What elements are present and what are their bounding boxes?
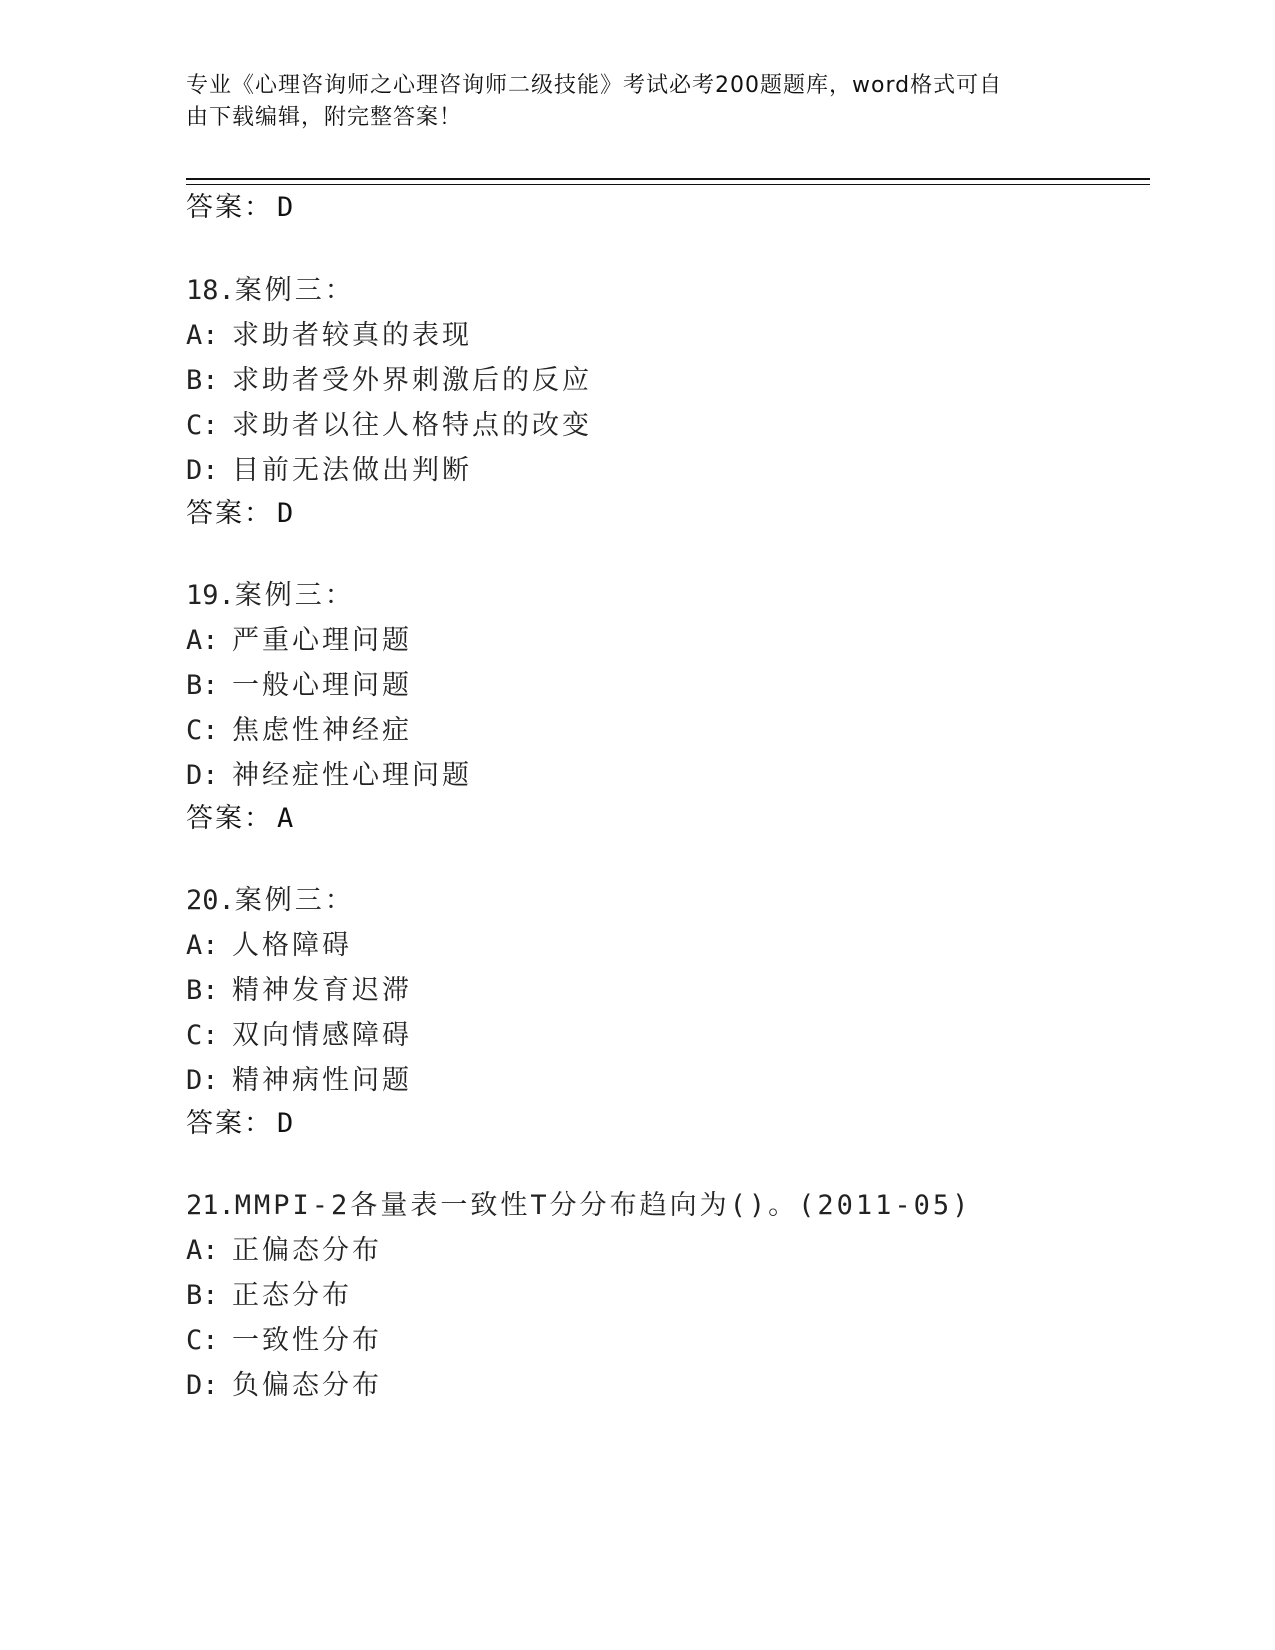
answer-value: D xyxy=(277,498,294,529)
option-text: 求助者以往人格特点的改变 xyxy=(232,410,592,441)
option-letter: C: xyxy=(186,410,219,441)
option-a xyxy=(186,1228,1146,1273)
option-text: 目前无法做出判断 xyxy=(232,455,472,486)
question-stem: 案例三： xyxy=(234,885,355,916)
option-a xyxy=(186,618,1146,663)
question-block xyxy=(186,1183,1146,1408)
option-text: 负偏态分布 xyxy=(232,1370,382,1401)
question-block xyxy=(186,878,1146,1103)
option-letter: D: xyxy=(186,1370,219,1401)
option-b xyxy=(186,968,1146,1013)
header-rule-thick xyxy=(186,178,1150,180)
answer-line xyxy=(186,1104,293,1144)
answer-value: A xyxy=(277,803,294,834)
answer-value: D xyxy=(277,1108,294,1139)
answer-line xyxy=(186,799,293,839)
option-letter: C: xyxy=(186,1020,219,1051)
answer-label: 答案： xyxy=(186,803,273,834)
option-d xyxy=(186,753,1146,798)
option-letter: C: xyxy=(186,715,219,746)
option-c xyxy=(186,708,1146,753)
option-c xyxy=(186,1013,1146,1058)
question-title xyxy=(186,573,1146,618)
option-b xyxy=(186,358,1146,403)
question-stem: 案例三： xyxy=(234,580,355,611)
option-text: 双向情感障碍 xyxy=(232,1020,412,1051)
option-text: 精神发育迟滞 xyxy=(232,975,412,1006)
header-line-2: 由下载编辑，附完整答案！ xyxy=(186,105,463,130)
option-letter: A: xyxy=(186,930,219,961)
option-letter: D: xyxy=(186,760,219,791)
question-block xyxy=(186,268,1146,493)
option-c xyxy=(186,1318,1146,1363)
option-letter: B: xyxy=(186,670,219,701)
answer-label: 答案： xyxy=(186,498,273,529)
question-number: 19. xyxy=(186,580,235,611)
question-number: 20. xyxy=(186,885,235,916)
option-text: 正偏态分布 xyxy=(232,1235,382,1266)
answer-line xyxy=(186,494,293,534)
option-letter: A: xyxy=(186,1235,219,1266)
option-a xyxy=(186,923,1146,968)
answer-line xyxy=(186,188,293,228)
option-letter: D: xyxy=(186,455,219,486)
option-d xyxy=(186,448,1146,493)
question-title xyxy=(186,1183,1146,1228)
option-letter: A: xyxy=(186,320,219,351)
option-letter: B: xyxy=(186,365,219,396)
option-d xyxy=(186,1058,1146,1103)
answer-value: D xyxy=(277,192,294,223)
option-text: 严重心理问题 xyxy=(232,625,412,656)
option-text: 求助者较真的表现 xyxy=(232,320,472,351)
option-letter: C: xyxy=(186,1325,219,1356)
option-letter: B: xyxy=(186,1280,219,1311)
option-c xyxy=(186,403,1146,448)
question-stem: 案例三： xyxy=(234,275,355,306)
option-text: 一般心理问题 xyxy=(232,670,412,701)
option-letter: B: xyxy=(186,975,219,1006)
answer-label: 答案： xyxy=(186,1108,273,1139)
question-number: 18. xyxy=(186,275,235,306)
document-header xyxy=(186,70,1076,134)
option-text: 焦虑性神经症 xyxy=(232,715,412,746)
option-letter: D: xyxy=(186,1065,219,1096)
question-number: 21. xyxy=(186,1190,235,1221)
option-b xyxy=(186,1273,1146,1318)
option-text: 求助者受外界刺激后的反应 xyxy=(232,365,592,396)
header-line-1: 专业《心理咨询师之心理咨询师二级技能》考试必考200题题库，word格式可自 xyxy=(186,73,1003,98)
option-d xyxy=(186,1363,1146,1408)
option-b xyxy=(186,663,1146,708)
option-a xyxy=(186,313,1146,358)
option-text: 神经症性心理问题 xyxy=(232,760,472,791)
option-text: 人格障碍 xyxy=(232,930,352,961)
option-text: 正态分布 xyxy=(232,1280,352,1311)
question-stem: MMPI-2各量表一致性T分分布趋向为()。(2011-05) xyxy=(234,1190,972,1221)
question-title xyxy=(186,878,1146,923)
header-rule-thin xyxy=(186,184,1150,185)
option-text: 一致性分布 xyxy=(232,1325,382,1356)
question-block xyxy=(186,573,1146,798)
option-letter: A: xyxy=(186,625,219,656)
option-text: 精神病性问题 xyxy=(232,1065,412,1096)
question-title xyxy=(186,268,1146,313)
answer-label: 答案： xyxy=(186,192,273,223)
